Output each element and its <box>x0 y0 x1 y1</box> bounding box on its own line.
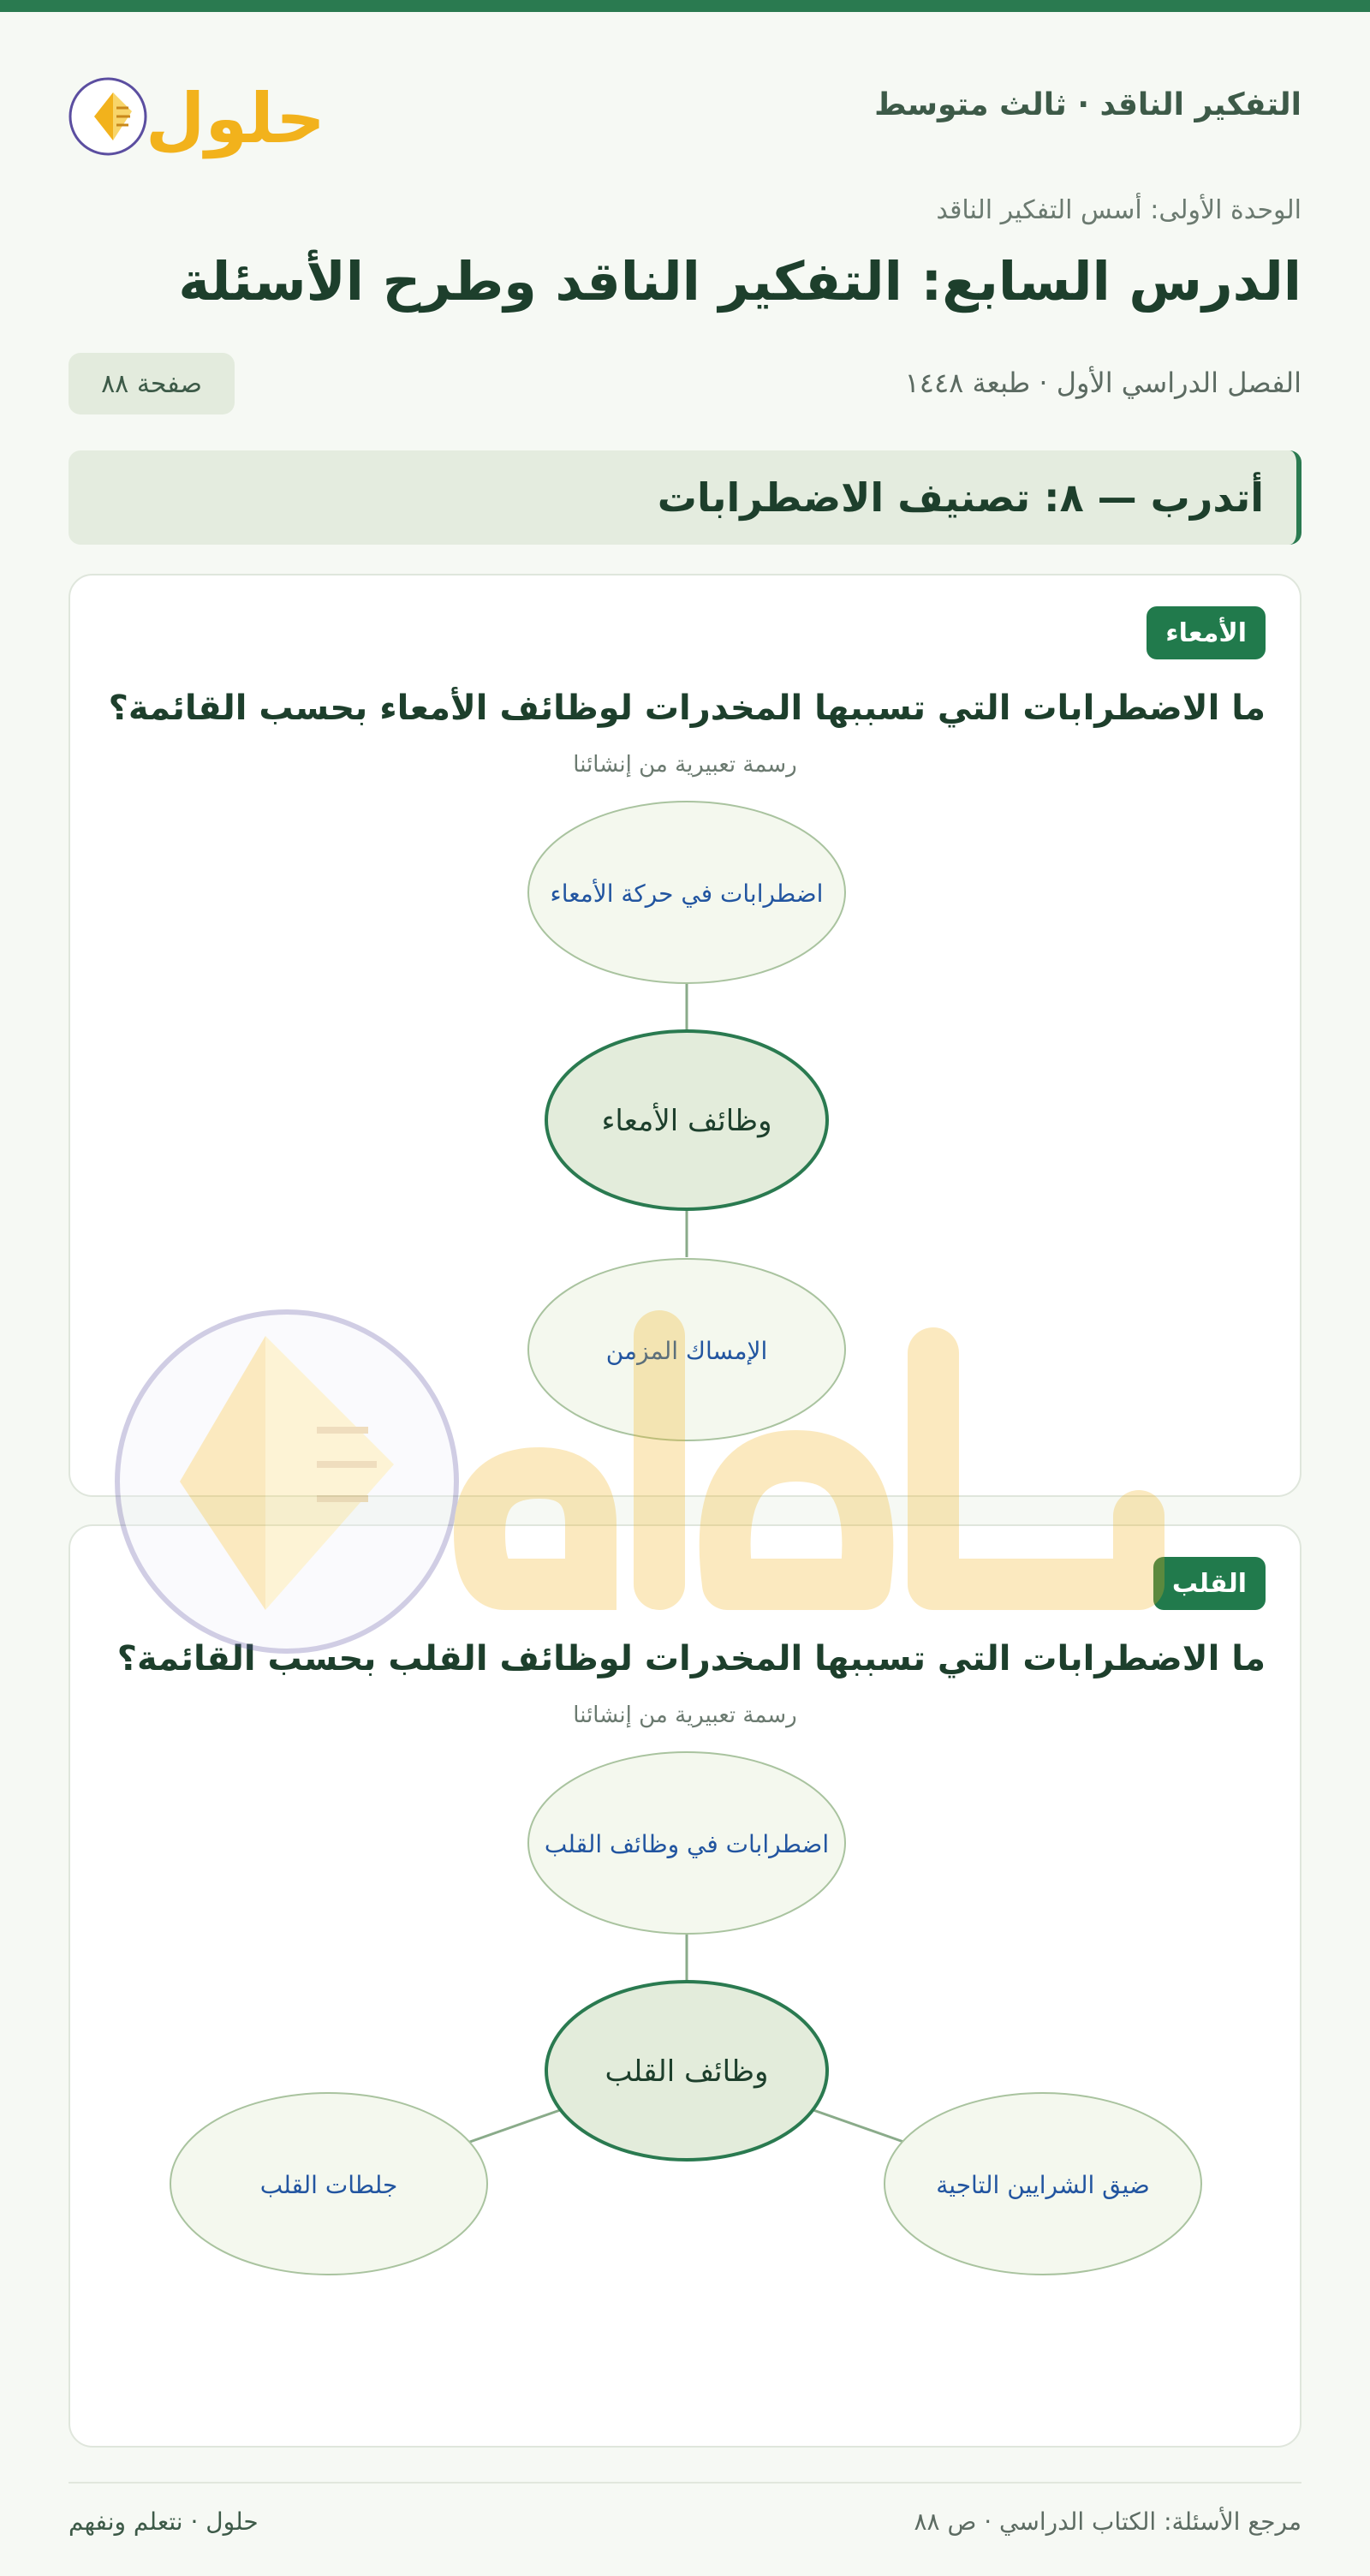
lesson-title: الدرس السابع: التفكير الناقد وطرح الأسئلة <box>178 250 1302 313</box>
footer-divider <box>68 2482 1302 2484</box>
header <box>68 51 1302 163</box>
topic-tag: الأمعاء <box>1147 606 1266 659</box>
center-label: وظائف الأمعاء <box>601 1104 772 1138</box>
footer-reference: مرجع الأسئلة: الكتاب الدراسي · ص ٨٨ <box>914 2507 1302 2536</box>
center-label: وظائف القلب <box>605 2054 769 2089</box>
page-badge: صفحة ٨٨ <box>68 353 235 414</box>
semester-label: الفصل الدراسي الأول · طبعة ١٤٤٨ <box>904 367 1302 399</box>
topic-tag: القلب <box>1153 1557 1266 1610</box>
subject-title: التفكير الناقد · ثالث متوسط <box>874 87 1302 122</box>
exercise-banner <box>68 450 1302 545</box>
unit-label: الوحدة الأولى: أسس التفكير الناقد <box>936 195 1302 225</box>
question-card-heart <box>68 1524 1302 2448</box>
question-text: ما الاضطرابات التي تسببها المخدرات لوظائف الأمعاء بحسب القائمة؟ <box>108 689 1266 728</box>
footer-brand: حلول · نتعلم ونفهم <box>68 2507 259 2536</box>
exercise-title: أتدرب — ٨: تصنيف الاضطرابات <box>657 474 1264 521</box>
question-card-intestine <box>68 574 1302 1497</box>
node-label: الإمساك المزمن <box>605 1337 768 1365</box>
diagram-caption: رسمة تعبيرية من إنشائنا <box>573 1702 797 1728</box>
logo-text: حلول <box>146 79 325 158</box>
diagram-caption: رسمة تعبيرية من إنشائنا <box>573 752 797 778</box>
logo <box>68 58 325 161</box>
heart-diagram <box>70 1526 1303 2449</box>
question-text: ما الاضطرابات التي تسببها المخدرات لوظائف القلب بحسب القائمة؟ <box>116 1639 1266 1679</box>
top-accent-bar <box>0 0 1370 12</box>
intestine-diagram <box>70 575 1303 1499</box>
node-label: اضطرابات في وظائف القلب <box>544 1830 830 1858</box>
node-label: جلطات القلب <box>259 2171 398 2199</box>
node-label: ضيق الشرايين التاجية <box>936 2171 1150 2199</box>
node-label: اضطرابات في حركة الأمعاء <box>550 880 824 908</box>
